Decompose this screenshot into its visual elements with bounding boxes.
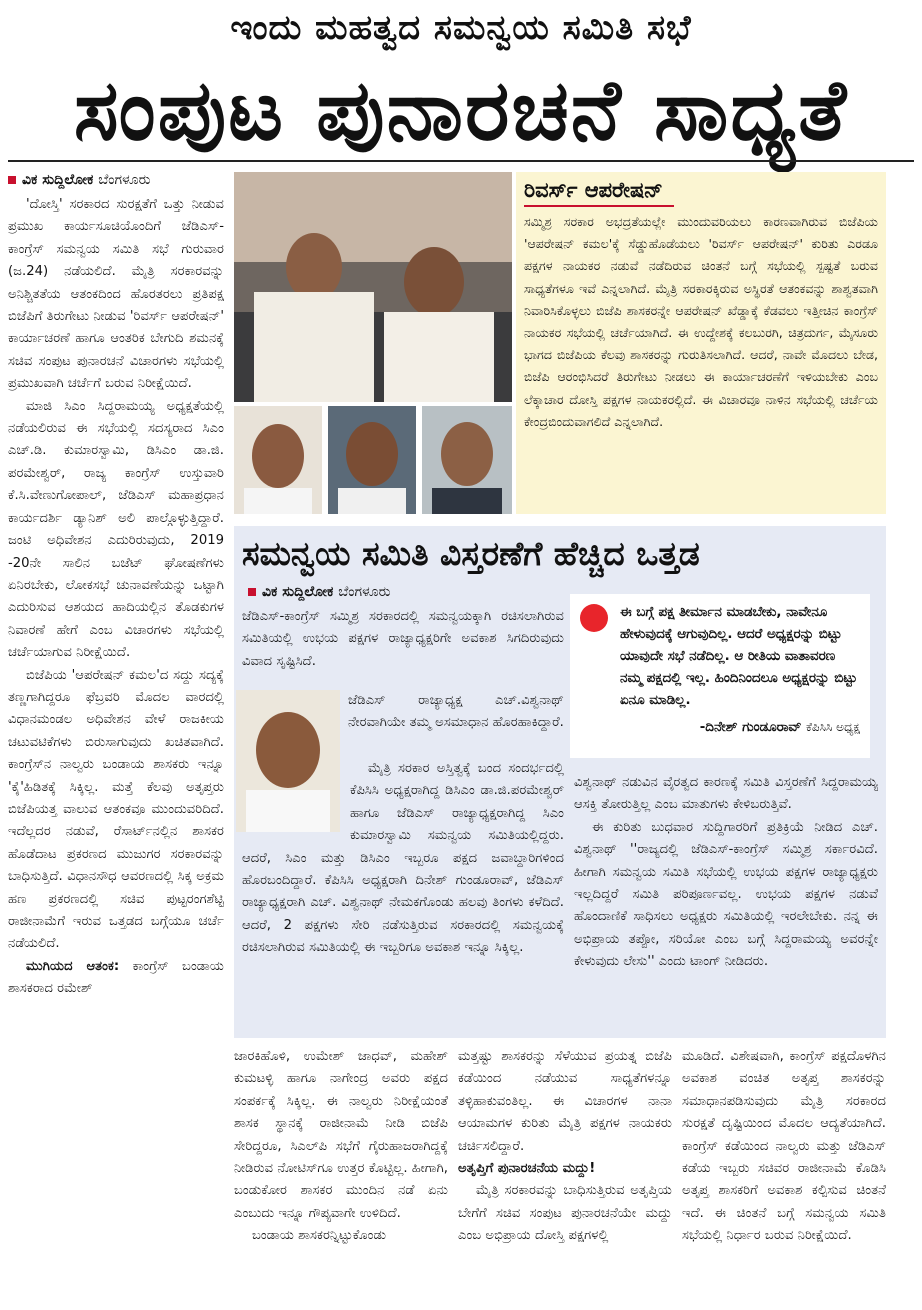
byline-marker-icon xyxy=(248,588,256,596)
subhead-1-rest: ಕಾಂಗ್ರೆಸ್ ಬಂಡಾಯ ಶಾಸಕರಾದ ರಮೇಶ್ xyxy=(8,958,224,997)
byline-source: ವಿಕ ಸುದ್ದಿಲೋಕ xyxy=(22,172,94,188)
quote-mark-icon xyxy=(580,604,608,632)
byline-city: ಬೆಂಗಳೂರು xyxy=(98,172,151,188)
committee-lead-paragraph: ಜೆಡಿಎಸ್-ಕಾಂಗ್ರೆಸ್ ಸಮ್ಮಿಶ್ರ ಸರಕಾರದಲ್ಲಿ ಸಮನ್ವಯಕ್ಕಾಗಿ ರಚಿಸಲಾಗಿರುವ ಸಮಿತಿಯಲ್ಲಿ ಉಭಯ ಪಕ್ಷಗಳ ರಾಜ್ಯಾಧ್ಯಕ್ಷರಿಗೇ ಅವಕಾಶ ಸಿಗದಿರುವುದು ವಿವಾದ ಸೃಷ್ಟಿಸಿದೆ. xyxy=(242,609,564,669)
main-story-column-3 xyxy=(458,1046,672,1302)
portrait-danish-ali xyxy=(422,406,512,514)
leaders-photo xyxy=(234,172,512,402)
page-headline: ಸಂಪುಟ ಪುನಾರಚನೆ ಸಾಧ್ಯತೆ xyxy=(73,61,849,159)
main-cont-col3-a: ಮತ್ತಷ್ಟು ಶಾಸಕರನ್ನು ಸೆಳೆಯುವ ಪ್ರಯತ್ನ ಬಿಜೆಪಿ ಕಡೆಯಿಂದ ನಡೆಯುವ ಸಾಧ್ಯತೆಗಳನ್ನೂ ತಳ್ಳಿಹಾಕುವಂತಿಲ್ಲ. ಈ ವಿಚಾರಗಳ ನಾನಾ ಆಯಾಮಗಳ ಕುರಿತು ಮೈತ್ರಿ ಪಕ್ಷಗಳ ನಾಯಕರು ಚರ್ಚಿಸಲಿದ್ದಾರೆ. xyxy=(458,1049,672,1154)
main-para-2: ಮಾಜಿ ಸಿಎಂ ಸಿದ್ದರಾಮಯ್ಯ ಅಧ್ಯಕ್ಷತೆಯಲ್ಲಿ ನಡೆಯಲಿರುವ ಈ ಸಭೆಯಲ್ಲಿ ಸದಸ್ಯರಾದ ಸಿಎಂ ಎಚ್.ಡಿ. ಕುಮಾರಸ್ವಾಮಿ, ಡಿಸಿಎಂ ಡಾ.ಜಿ. ಪರಮೇಶ್ವರ್, ರಾಜ್ಯ ಕಾಂಗ್ರೆಸ್ ಉಸ್ತುವಾರಿ ಕೆ.ಸಿ.ವೇಣುಗೋಪಾಲ್, ಜೆಡಿಎಸ್ ಮಹಾಪ್ರಧಾನ ಕಾರ್ಯದರ್ಶಿ ಡ್ಯಾನಿಶ್ ಅಲಿ ಪಾಲ್ಗೊಳ್ಳುತ್ತಿದ್ದಾರೆ. ಜಂಟಿ ಅಧಿವೇಶನ ಎದುರಿರುವುದು, 2019 -20ನೇ ಸಾಲಿನ ಬಜೆಟ್ ಘೋಷಣೆಗಳು ಏನಿರಬೇಕು, ಲೋಕಸಭೆ ಚುನಾವಣೆಯನ್ನು ಒಟ್ಟಾಗಿ ಎದುರಿಸುವ ಆಶಯದ ಹಾದಿಯಲ್ಲಿನ ತೊಡಕುಗಳ ನಿವಾರಣೆ ಹೇಗೆ ಎಂಬ ವಿಚಾರಗಳು ಸಭೆಯಲ್ಲಿ ಚರ್ಚೆಯಾಗುವ ನಿರೀಕ್ಷೆಯಿದೆ. xyxy=(8,398,224,661)
quote-box xyxy=(570,594,870,758)
main-story-column-1 xyxy=(8,172,224,1302)
main-byline xyxy=(8,172,224,188)
committee-para-4: ವಿಶ್ವನಾಥ್ ನಡುವಿನ ವೈರತ್ವದ ಕಾರಣಕ್ಕೆ ಸಮಿತಿ ವಿಸ್ತರಣೆಗೆ ಸಿದ್ದರಾಮಯ್ಯ ಆಸಕ್ತಿ ತೋರುತ್ತಿಲ್ಲ ಎಂಬ ಮಾತುಗಳು ಕೇಳಿಬರುತ್ತಿವೆ. xyxy=(574,775,878,813)
quote-role: ಕೆಪಿಸಿಸಿ ಅಧ್ಯಕ್ಷ xyxy=(806,720,860,734)
reverse-operation-paragraph: ಸಮ್ಮಿಶ್ರ ಸರಕಾರ ಅಭದ್ರತೆಯಲ್ಲೇ ಮುಂದುವರಿಯಲು ಕಾರಣವಾಗಿರುವ ಬಿಜೆಪಿಯ 'ಆಪರೇಷನ್ ಕಮಲ'ಕ್ಕೆ ಸೆಡ್ಡುಹೊಡೆಯಲು 'ರಿವರ್ಸ್ ಆಪರೇಷನ್' ಕುರಿತು ಎರಡೂ ಪಕ್ಷಗಳ ನಾಯಕರ ನಡುವೆ ನಡೆದಿರುವ ಚಿಂತನೆ ಬಗ್ಗೆ ಸಭೆಯಲ್ಲಿ ಸ್ಪಷ್ಟತೆ ಬರುವ ಸಾಧ್ಯತೆಗಳೂ ಇವೆ ಎನ್ನಲಾಗಿದೆ. ಮೈತ್ರಿ ಸರಕಾರಕ್ಕಿರುವ ಅಸ್ಥಿರತೆ ಆತಂಕವನ್ನು ಶಾಶ್ವತವಾಗಿ ನಿವಾರಿಸಿಕೊಳ್ಳಲು ಬಿಜೆಪಿ ಶಾಸಕರನ್ನೇ ಆಪರೇಷನ್ ಖೆಡ್ಡಾಕ್ಕೆ ಕೆಡವಲು ಇತ್ತೀಚಿನ ಕಾಂಗ್ರೆಸ್ ನಾಯಕರ ಸಭೆಯಲ್ಲಿ ಚರ್ಚೆಯಾಗಿದೆ. ಈ ಉದ್ದೇಶಕ್ಕೆ ಕಲಬುರಗಿ, ಚಿತ್ರದುರ್ಗ, ಮೈಸೂರು ಭಾಗದ ಬಿಜೆಪಿಯ ಕೆಲವು ಶಾಸಕರನ್ನು ಗುರುತಿಸಲಾಗಿದೆ. ಆದರೆ, ನಾವೇ ಮೊದಲು ಬೇಡ, ಬಿಜೆಪಿ ಆರಂಭಿಸಿದರೆ ತಿರುಗೇಟು ನೀಡಲು ಈ ಕಾರ್ಯಾಚರಣೆಗೆ ಇಳಿಯಬೇಕು ಎಂಬ ಲೆಕ್ಕಾಚಾರ ದೋಸ್ತಿ ಪಕ್ಷಗಳ ನಾಯಕರಲ್ಲಿದೆ. ಈ ವಿಚಾರವೂ ನಾಳಿನ ಸಭೆಯಲ್ಲಿ ಚರ್ಚೆಯ ಕೇಂದ್ರಬಿಂದುವಾಗಲಿದೆ ಎನ್ನಲಾಗಿದೆ. xyxy=(524,214,878,429)
quote-text: ಈ ಬಗ್ಗೆ ಪಕ್ಷ ತೀರ್ಮಾನ ಮಾಡಬೇಕು, ನಾವೇನೂ ಹೇಳುವುದಕ್ಕೆ ಆಗುವುದಿಲ್ಲ. ಆದರೆ ಅಧ್ಯಕ್ಷರನ್ನು ಬಿಟ್ಟು ಯಾವುದೇ ಸಭೆ ನಡೆದಿಲ್ಲ. ಆ ರೀತಿಯ ವಾತಾವರಣ ನಮ್ಮ ಪಕ್ಷದಲ್ಲಿ ಇಲ್ಲ. ಹಿಂದಿನಿಂದಲೂ ಅಧ್ಯಕ್ಷರನ್ನು ಬಿಟ್ಟು ಏನೂ ಮಾಡಿಲ್ಲ. xyxy=(620,605,858,708)
portrait-parameshwar xyxy=(328,406,416,514)
reverse-operation-box xyxy=(516,172,886,514)
committee-para-3-wrap xyxy=(242,758,564,1030)
header-rule xyxy=(8,160,914,162)
main-cont-col2-b: ಬಂಡಾಯ ಶಾಸಕರನ್ನಿಟ್ಟುಕೊಂಡು xyxy=(252,1228,387,1244)
committee-headline: ಸಮನ್ವಯ ಸಮಿತಿ ವಿಸ್ತರಣೆಗೆ ಹೆಚ್ಚಿದ ಒತ್ತಡ xyxy=(242,534,700,573)
committee-para-2 xyxy=(348,690,564,735)
byline-marker-icon xyxy=(8,176,16,184)
committee-para-2-text: ಜೆಡಿಎಸ್ ರಾಜ್ಯಾಧ್ಯಕ್ಷ ಎಚ್.ವಿಶ್ವನಾಥ್ ನೇರವಾಗಿಯೇ ತಮ್ಮ ಅಸಮಾಧಾನ ಹೊರಹಾಕಿದ್ದಾರೆ. xyxy=(348,693,564,731)
portrait-venugopal xyxy=(234,406,322,514)
main-para-3: ಬಿಜೆಪಿಯ 'ಆಪರೇಷನ್ ಕಮಲ'ದ ಸದ್ದು ಸದ್ಯಕ್ಕೆ ತಣ್ಣಗಾಗಿದ್ದರೂ ಫೆಬ್ರವರಿ ಮೊದಲ ವಾರದಲ್ಲಿ ವಿಧಾನಮಂಡಲ ಅಧಿವೇಶನ ವೇಳೆ ರಾಜಕೀಯ ಚಟುವಟಿಕೆಗಳು ಬಿರುಸಾಗುವುದು ಖಚಿತವಾಗಿದೆ. ಕಾಂಗ್ರೆಸ್‌ನ ನಾಲ್ವರು ಬಂಡಾಯ ಶಾಸಕರು ಇನ್ನೂ 'ಕೈ'ಹಿಡಿತಕ್ಕೆ ಸಿಕ್ಕಿಲ್ಲ. ಮತ್ತೆ ಕೆಲವು ಅತೃಪ್ತರು ಬಿಜೆಪಿಯತ್ತ ವಾಲುವ ಆತಂಕವೂ ಮುಂದುವರಿದಿದೆ. ಇದೆಲ್ಲದರ ನಡುವೆ, ರೆಸಾರ್ಟ್‌ನಲ್ಲಿನ ಶಾಸಕರ ಹೊಡೆದಾಟ ಪ್ರಕರಣದ ಮುಜುಗರ ಸರಕಾರವನ್ನು ಬಾಧಿಸುತ್ತಿದೆ. ವಿಧಾನಸೌಧ ಆವರಣದಲ್ಲಿ ಸಿಕ್ಕ ಅಕ್ರಮ ಹಣ ಪ್ರಕರಣದಲ್ಲಿ ಸಚಿವ ಪುಟ್ಟರಂಗಶೆಟ್ಟಿ ರಾಜೀನಾಮೆಗೆ ಇರುವ ಒತ್ತಡದ ಬಗ್ಗೆಯೂ ಚರ್ಚೆ ನಡೆಯಲಿದೆ. xyxy=(8,667,224,952)
main-cont-col2: ಜಾರಕಿಹೊಳಿ, ಉಮೇಶ್ ಜಾಧವ್, ಮಹೇಶ್ ಕುಮಟಳ್ಳಿ ಹಾಗೂ ನಾಗೇಂದ್ರ ಅವರು ಪಕ್ಷದ ಸಂಪರ್ಕಕ್ಕೆ ಸಿಕ್ಕಿಲ್ಲ. ಈ ನಾಲ್ವರು ನಿರೀಕ್ಷೆಯಂತೆ ಶಾಸಕ ಸ್ಥಾನಕ್ಕೆ ರಾಜೀನಾಮೆ ನೀಡಿ ಬಿಜೆಪಿ ಸೇರಿದ್ದರೂ, ಸಿಎಲ್‌ಪಿ ಸಭೆಗೆ ಗೈರುಹಾಜರಾಗಿದ್ದಕ್ಕೆ ನೀಡಿರುವ ನೋಟಿಸ್‌ಗೂ ಉತ್ತರ ಕೊಟ್ಟಿಲ್ಲ. ಹೀಗಾಗಿ, ಬಂಡುಕೋರ ಶಾಸಕರ ಮುಂದಿನ ನಡೆ ಏನು ಎಂಬುದು ಇನ್ನೂ ಗೌಪ್ಯವಾಗೇ ಉಳಿದಿದೆ. xyxy=(234,1049,448,1221)
main-para-1: 'ದೋಸ್ತಿ' ಸರಕಾರದ ಸುರಕ್ಷತೆಗೆ ಒತ್ತು ನೀಡುವ ಪ್ರಮುಖ ಕಾರ್ಯಸೂಚಿಯೊಂದಿಗೆ ಜೆಡಿಎಸ್-ಕಾಂಗ್ರೆಸ್ ಸಮನ್ವಯ ಸಮಿತಿ ಸಭೆ ಗುರುವಾರ (ಜ.24) ನಡೆಯಲಿದೆ. ಮೈತ್ರಿ ಸರಕಾರವನ್ನು ಅನಿಶ್ಚಿತತೆಯ ಆತಂಕದಿಂದ ಹೊರತರಲು ಪ್ರತಿಪಕ್ಷ ಬಿಜೆಪಿಗೆ ತಿರುಗೇಟು ನೀಡುವ 'ರಿವರ್ಸ್ ಆಪರೇಷನ್' ಕಾರ್ಯಾಚರಣೆ ಹಾಗೂ ಆಂತರಿಕ ಬೇಗುದಿ ಶಮನಕ್ಕೆ ಸಚಿವ ಸಂಪುಟ ಪುನಾರಚನೆ ವಿಚಾರಗಳು ಸಭೆಯಲ್ಲಿ ಪ್ರಮುಖವಾಗಿ ಚರ್ಚೆಗೆ ಬರುವ ನಿರೀಕ್ಷೆಯಿದೆ. xyxy=(8,197,224,392)
main-story-column-4 xyxy=(682,1046,886,1302)
main-cont-col4: ಮೂಡಿದೆ. ವಿಶೇಷವಾಗಿ, ಕಾಂಗ್ರೆಸ್ ಪಕ್ಷದೊಳಗಿನ ಅವಕಾಶ ವಂಚಿತ ಅತೃಪ್ತ ಶಾಸಕರನ್ನು ಸಮಾಧಾನಪಡಿಸುವುದು ಮೈತ್ರಿ ಸರಕಾರದ ಸುರಕ್ಷತೆ ದೃಷ್ಟಿಯಿಂದ ಮೊದಲ ಆದ್ಯತೆಯಾಗಿದೆ. ಕಾಂಗ್ರೆಸ್ ಕಡೆಯಿಂದ ನಾಲ್ವರು ಮತ್ತು ಜೆಡಿಎಸ್ ಕಡೆಯ ಇಬ್ಬರು ಸಚಿವರ ರಾಜೀನಾಮೆ ಕೊಡಿಸಿ ಅತೃಪ್ತ ಶಾಸಕರಿಗೆ ಅವಕಾಶ ಕಲ್ಪಿಸುವ ಚಿಂತನೆ ಇದೆ. ಈ ಚಿಂತನೆ ಬಗ್ಗೆ ಸಮನ್ವಯ ಸಮಿತಿ ಸಭೆಯಲ್ಲಿ ನಿರ್ಧಾರ ಬರುವ ನಿರೀಕ್ಷೆಯಿದೆ. xyxy=(682,1049,886,1244)
committee-byline-source: ವಿಕ ಸುದ್ದಿಲೋಕ xyxy=(262,584,334,600)
subhead-1-label: ಮುಗಿಯದ ಆತಂಕ: xyxy=(26,958,120,974)
main-cont-col3-b: ಮೈತ್ರಿ ಸರಕಾರವನ್ನು ಬಾಧಿಸುತ್ತಿರುವ ಅತೃಪ್ತಿಯ ಬೇಗೆಗೆ ಸಚಿವ ಸಂಪುಟ ಪುನಾರಚನೆಯೇ ಮದ್ದು ಎಂಬ ಅಭಿಪ್ರಾಯ ದೋಸ್ತಿ ಪಕ್ಷಗಳಲ್ಲಿ xyxy=(458,1183,672,1244)
kicker: ಇಂದು ಮಹತ್ವದ ಸಮನ್ವಯ ಸಮಿತಿ ಸಭೆ xyxy=(230,8,692,48)
subhead-2: ಅತೃಪ್ತಿಗೆ ಪುನಾರಚನೆಯ ಮದ್ದು! xyxy=(458,1161,596,1177)
committee-lead xyxy=(242,606,564,673)
main-story-body xyxy=(8,194,224,1001)
committee-story-box xyxy=(234,526,886,1038)
quote-author: -ದಿನೇಶ್ ಗುಂಡೂರಾವ್ xyxy=(699,720,802,735)
title-underline xyxy=(524,205,674,207)
main-story-column-2 xyxy=(234,1046,448,1302)
reverse-operation-title: ರಿವರ್ಸ್ ಆಪರೇಷನ್ xyxy=(524,178,663,202)
committee-para-3: ಮೈತ್ರಿ ಸರಕಾರ ಅಸ್ತಿತ್ವಕ್ಕೆ ಬಂದ ಸಂದರ್ಭದಲ್ಲಿ ಕೆಪಿಸಿಸಿ ಅಧ್ಯಕ್ಷರಾಗಿದ್ದ ಡಿಸಿಎಂ ಡಾ.ಜಿ.ಪರಮೇಶ್ವರ್ ಹಾಗೂ ಜೆಡಿಎಸ್ ರಾಜ್ಯಾಧ್ಯಕ್ಷರಾಗಿದ್ದ ಸಿಎಂ ಕುಮಾರಸ್ವಾಮಿ ಸಮನ್ವಯ ಸಮಿತಿಯಲ್ಲಿದ್ದರು. ಆದರೆ, ಸಿಎಂ ಮತ್ತು ಡಿಸಿಎಂ ಇಬ್ಬರೂ ಪಕ್ಷದ ಜವಾಬ್ದಾರಿಗಳಿಂದ ಹೊರಬಂದಿದ್ದಾರೆ. ಕೆಪಿಸಿಸಿ ಅಧ್ಯಕ್ಷರಾಗಿ ದಿನೇಶ್ ಗುಂಡೂರಾವ್, ಜೆಡಿಎಸ್ ರಾಜ್ಯಾಧ್ಯಕ್ಷರಾಗಿ ಎಚ್. ವಿಶ್ವನಾಥ್ ನೇಮಕಗೊಂಡು ಹಲವು ತಿಂಗಳು ಕಳೆದಿದೆ. ಆದರೆ, 2 ಪಕ್ಷಗಳು ಸೇರಿ ನಡೆಸುತ್ತಿರುವ ಸರಕಾರದಲ್ಲಿ ಸಮನ್ವಯಕ್ಕೆ ರಚಿಸಲಾಗಿರುವ ಸಮಿತಿಯಲ್ಲಿ ಈ ಇಬ್ಬರಿಗೂ ಅವಕಾಶ ಇನ್ನೂ ಸಿಕ್ಕಿಲ್ಲ. xyxy=(242,761,564,956)
reverse-operation-text xyxy=(524,211,878,433)
committee-right-column xyxy=(574,772,878,1032)
committee-byline xyxy=(248,584,390,600)
committee-byline-city: ಬೆಂಗಳೂರು xyxy=(338,584,391,600)
committee-para-5: ಈ ಕುರಿತು ಬುಧವಾರ ಸುದ್ದಿಗಾರರಿಗೆ ಪ್ರತಿಕ್ರಿಯೆ ನೀಡಿದ ಎಚ್. ವಿಶ್ವನಾಥ್ ''ರಾಜ್ಯದಲ್ಲಿ ಜೆಡಿಎಸ್-ಕಾಂಗ್ರೆಸ್ ಸಮ್ಮಿಶ್ರ ಸರ್ಕಾರವಿದೆ. ಹೀಗಾಗಿ ಸಮನ್ವಯ ಸಮಿತಿ ಸಭೆಯಲ್ಲಿ ಉಭಯ ಪಕ್ಷಗಳ ರಾಜ್ಯಾಧ್ಯಕ್ಷರು ಇಲ್ಲದಿದ್ದರೆ ಸಮಿತಿ ಪರಿಪೂರ್ಣವಲ್ಲ. ಉಭಯ ಪಕ್ಷಗಳ ನಡುವೆ ಹೊಂದಾಣಿಕೆ ಸಾಧಿಸಲು ಅಧ್ಯಕ್ಷರು ಸಮಿತಿಯಲ್ಲಿ ಇರಲೇಬೇಕು. ನನ್ನ ಈ ಅಭಿಪ್ರಾಯ ತಪ್ಪೋ, ಸರಿಯೋ ಎಂಬ ಬಗ್ಗೆ ಸಿದ್ದರಾಮಯ್ಯ ಅವರನ್ನೇ ಕೇಳುವುದು ಲೇಸು'' ಎಂದು ಟಾಂಗ್ ನೀಡಿದರು. xyxy=(574,819,878,970)
leaders-photo-illustration xyxy=(234,172,512,402)
